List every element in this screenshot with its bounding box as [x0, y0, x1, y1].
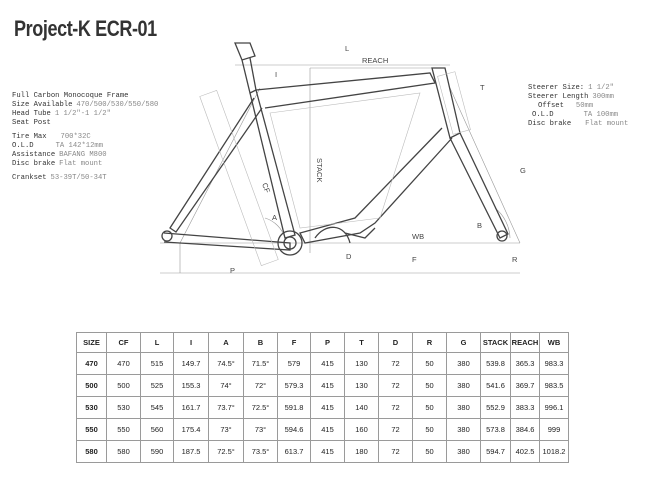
table-cell: 380	[447, 375, 481, 397]
table-cell: 415	[311, 397, 345, 419]
column-header: P	[311, 333, 345, 353]
table-cell: 369.7	[511, 375, 540, 397]
label-d: D	[346, 252, 352, 261]
table-cell: 74.5°	[209, 353, 244, 375]
table-cell: 380	[447, 419, 481, 441]
label-t: T	[480, 83, 485, 92]
column-header: CF	[107, 333, 141, 353]
label-b: B	[477, 221, 483, 230]
table-cell: 415	[311, 419, 345, 441]
table-cell: 130	[345, 353, 379, 375]
table-cell: 72	[379, 441, 413, 463]
label-g: G	[520, 166, 526, 175]
table-cell: 591.8	[278, 397, 311, 419]
table-cell: 470	[77, 353, 107, 375]
table-cell: 594.6	[278, 419, 311, 441]
column-header: L	[141, 333, 174, 353]
table-cell: 415	[311, 375, 345, 397]
table-cell: 530	[107, 397, 141, 419]
table-cell: 72	[379, 375, 413, 397]
spec-line: Disc brake Flat mount	[528, 120, 629, 128]
label-r: R	[512, 255, 518, 264]
table-cell: 579	[278, 353, 311, 375]
table-cell: 983.5	[540, 375, 569, 397]
table-row	[77, 353, 569, 375]
table-cell: 380	[447, 441, 481, 463]
page-title: Project-K ECR-01	[14, 16, 157, 41]
table-cell: 525	[141, 375, 174, 397]
table-cell: 72	[379, 397, 413, 419]
column-header: D	[379, 333, 413, 353]
label-cf: CF	[260, 181, 272, 195]
column-header: STACK	[481, 333, 511, 353]
label-i: I	[275, 70, 278, 79]
spec-line: Head Tube 1 1/2"-1 1/2"	[12, 110, 111, 118]
spec-line: Size Available 470/500/530/550/580	[12, 101, 159, 109]
column-header: REACH	[511, 333, 540, 353]
table-cell: 73°	[244, 419, 278, 441]
table-cell: 590	[141, 441, 174, 463]
table-cell: 999	[540, 419, 569, 441]
table-cell: 415	[311, 441, 345, 463]
table-header-row	[77, 333, 569, 353]
table-cell: 515	[141, 353, 174, 375]
column-header: T	[345, 333, 379, 353]
table-cell: 594.7	[481, 441, 511, 463]
table-cell: 365.3	[511, 353, 540, 375]
label-l: L	[345, 44, 350, 53]
table-cell: 50	[413, 353, 447, 375]
column-header: A	[209, 333, 244, 353]
table-cell: 161.7	[174, 397, 209, 419]
table-cell: 72	[379, 353, 413, 375]
table-cell: 415	[311, 353, 345, 375]
table-cell: 50	[413, 375, 447, 397]
table-cell: 160	[345, 419, 379, 441]
table-cell: 72.5°	[209, 441, 244, 463]
table-cell: 500	[77, 375, 107, 397]
table-cell: 130	[345, 375, 379, 397]
label-wb: WB	[412, 232, 425, 241]
table-cell: 73.5°	[244, 441, 278, 463]
geometry-table	[76, 332, 569, 463]
spec-line: Steerer Size: 1 1/2"	[528, 84, 614, 92]
table-row	[77, 441, 569, 463]
table-cell: 539.8	[481, 353, 511, 375]
table-row	[77, 397, 569, 419]
table-cell: 402.5	[511, 441, 540, 463]
spec-line: Disc brake Flat mount	[12, 160, 103, 168]
table-cell: 613.7	[278, 441, 311, 463]
table-cell: 530	[77, 397, 107, 419]
table-cell: 1018.2	[540, 441, 569, 463]
table-row	[77, 375, 569, 397]
label-f: F	[412, 255, 417, 264]
column-header: SIZE	[77, 333, 107, 353]
column-header: B	[244, 333, 278, 353]
table-cell: 983.3	[540, 353, 569, 375]
spec-line: Steerer Length 300mm	[528, 93, 614, 101]
table-cell: 580	[107, 441, 141, 463]
table-cell: 500	[107, 375, 141, 397]
table-cell: 550	[77, 419, 107, 441]
table-cell: 996.1	[540, 397, 569, 419]
table-cell: 72	[379, 419, 413, 441]
right-spec-list	[528, 84, 628, 129]
table-cell: 175.4	[174, 419, 209, 441]
table-cell: 541.6	[481, 375, 511, 397]
column-header: R	[413, 333, 447, 353]
label-stack: STACK	[315, 158, 324, 183]
table-cell: 383.3	[511, 397, 540, 419]
label-p: P	[230, 266, 236, 275]
table-cell: 149.7	[174, 353, 209, 375]
table-cell: 580	[77, 441, 107, 463]
spec-line: Full Carbon Monocoque Frame	[12, 92, 129, 100]
table-cell: 50	[413, 419, 447, 441]
table-row	[77, 419, 569, 441]
table-cell: 180	[345, 441, 379, 463]
label-a: A	[272, 213, 278, 222]
spec-line: O.L.D TA 142*12mm	[12, 142, 104, 150]
table-cell: 470	[107, 353, 141, 375]
table-cell: 187.5	[174, 441, 209, 463]
table-cell: 550	[107, 419, 141, 441]
spec-line: Tire Max 700*32C	[12, 133, 91, 141]
table-cell: 155.3	[174, 375, 209, 397]
column-header: F	[278, 333, 311, 353]
table-cell: 380	[447, 397, 481, 419]
table-cell: 71.5°	[244, 353, 278, 375]
column-header: WB	[540, 333, 569, 353]
spec-line: O.L.D TA 100mm	[532, 111, 619, 119]
table-cell: 552.9	[481, 397, 511, 419]
left-spec-list	[12, 92, 158, 183]
table-cell: 140	[345, 397, 379, 419]
table-cell: 72°	[244, 375, 278, 397]
frame-tubes	[162, 43, 508, 255]
table-cell: 74°	[209, 375, 244, 397]
table-cell: 560	[141, 419, 174, 441]
column-header: I	[174, 333, 209, 353]
table-cell: 384.6	[511, 419, 540, 441]
table-cell: 73°	[209, 419, 244, 441]
table-cell: 545	[141, 397, 174, 419]
table-cell: 73.7°	[209, 397, 244, 419]
table-cell: 50	[413, 397, 447, 419]
column-header: G	[447, 333, 481, 353]
spec-line: Assistance BAFANG M800	[12, 151, 107, 159]
frame-geometry-diagram	[150, 38, 540, 283]
table-cell: 573.8	[481, 419, 511, 441]
spec-line: Seat Post	[12, 119, 51, 127]
table-cell: 50	[413, 441, 447, 463]
table-cell: 380	[447, 353, 481, 375]
label-reach: REACH	[362, 56, 389, 65]
spec-line: Offset 50mm	[538, 102, 594, 110]
table-cell: 72.5°	[244, 397, 278, 419]
table-cell: 579.3	[278, 375, 311, 397]
spec-line: Crankset 53-39T/50-34T	[12, 174, 107, 182]
